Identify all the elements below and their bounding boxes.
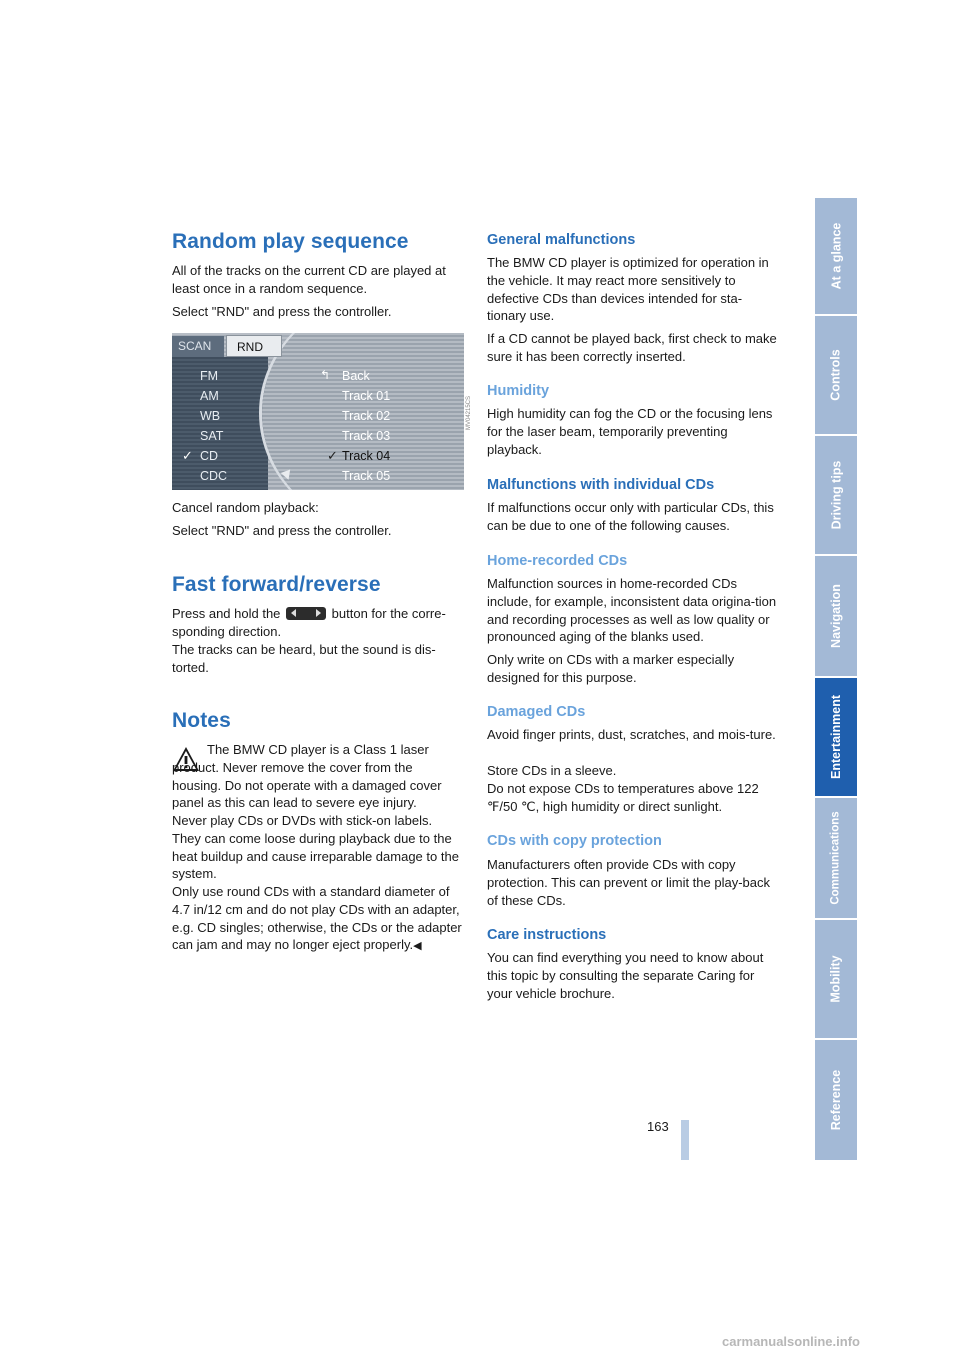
tab-rnd: RND bbox=[226, 335, 282, 357]
paragraph-fast-sound: The tracks can be heard, but the sound is dis-torted. bbox=[172, 642, 436, 675]
paragraph-notes-laser bbox=[172, 741, 464, 812]
page-number: 163 bbox=[647, 1119, 669, 1134]
paragraph-damaged-3: Do not expose CDs to temperatures above 122 ℉/50 ℃, high humidity or direct sunlight. bbox=[487, 781, 759, 814]
source-sat: SAT bbox=[200, 429, 224, 443]
heading-home-recorded: Home-recorded CDs bbox=[487, 553, 628, 569]
heading-notes: Notes bbox=[172, 709, 231, 732]
paragraph-damaged-2: Store CDs in a sleeve. bbox=[487, 763, 617, 778]
heading-copy-protection: CDs with copy protection bbox=[487, 833, 662, 849]
check-icon: ✓ bbox=[327, 448, 338, 463]
paragraph-notes-round bbox=[172, 883, 464, 956]
tab-navigation[interactable]: Navigation bbox=[815, 556, 857, 676]
tab-reference[interactable]: Reference bbox=[815, 1040, 857, 1160]
figure-code: MV04215CS bbox=[466, 395, 472, 430]
heading-fast-forward: Fast forward/reverse bbox=[172, 573, 381, 596]
track-02: Track 02 bbox=[342, 409, 391, 423]
tab-at-a-glance[interactable]: At a glance bbox=[815, 198, 857, 314]
page-marker bbox=[681, 1120, 689, 1160]
fast-text-a: Press and hold the bbox=[172, 606, 281, 621]
paragraph-humidity: High humidity can fog the CD or the focusing lens for the laser beam, temporarily preventing playback. bbox=[487, 406, 773, 457]
heading-humidity: Humidity bbox=[487, 383, 550, 399]
heading-individual-cds: Malfunctions with individual CDs bbox=[487, 477, 715, 493]
paragraph-home-2: Only write on CDs with a marker especially designed for this purpose. bbox=[487, 652, 735, 685]
paragraph-care: You can find everything you need to know about this topic by consulting the separate Caring for your vehicle brochure. bbox=[487, 950, 764, 1001]
source-wb: WB bbox=[200, 409, 221, 423]
tab-driving-tips[interactable]: Driving tips bbox=[815, 436, 857, 554]
track-01: Track 01 bbox=[342, 389, 391, 403]
seek-button-icon bbox=[286, 607, 326, 620]
track-04: Track 04 bbox=[342, 449, 391, 463]
check-icon: ✓ bbox=[182, 448, 193, 463]
tab-scan: SCAN bbox=[172, 336, 224, 357]
paragraph-random-intro: All of the tracks on the current CD are played at least once in a random sequence. bbox=[172, 263, 446, 296]
paragraph-damaged-1: Avoid finger prints, dust, scratches, and mois-ture. bbox=[487, 727, 776, 742]
watermark: carmanualsonline.info bbox=[722, 1334, 860, 1349]
back-arrow-icon: ↰ bbox=[320, 368, 331, 382]
track-03: Track 03 bbox=[342, 429, 391, 443]
paragraph-general-1: The BMW CD player is optimized for operation in the vehicle. It may react more sensitively to defective CDs than devices intended for sta-tionary use. bbox=[487, 255, 769, 324]
tab-controls[interactable]: Controls bbox=[815, 316, 857, 434]
heading-care-instructions: Care instructions bbox=[487, 927, 607, 943]
fast-text-b: button for the corre-sponding direction. bbox=[172, 606, 446, 639]
end-mark-icon: ◀ bbox=[413, 940, 422, 953]
source-cd: CD bbox=[200, 449, 219, 463]
source-cdc: CDC bbox=[200, 469, 228, 483]
paragraph-random-select: Select "RND" and press the controller. bbox=[172, 304, 392, 319]
paragraph-cancel-select: Select "RND" and press the controller. bbox=[172, 523, 392, 538]
heading-random-play: Random play sequence bbox=[172, 230, 409, 253]
track-05: Track 05 bbox=[342, 469, 391, 483]
heading-damaged-cds: Damaged CDs bbox=[487, 704, 586, 720]
paragraph-home-1: Malfunction sources in home-recorded CDs include, for example, inconsistent data origina-tion and recording processes as well as low quality or pronounced aging of the blanks used. bbox=[487, 576, 777, 645]
tab-communications[interactable]: Communications bbox=[815, 798, 857, 918]
paragraph-notes-labels: Never play CDs or DVDs with stick-on labels. They can come loose during playback due to the heat buildup and cause irreparable damage to the system. bbox=[172, 813, 459, 882]
paragraph-cancel-random: Cancel random playback: bbox=[172, 500, 319, 515]
paragraph-individual: If malfunctions occur only with particular CDs, this can be due to one of the following causes. bbox=[487, 500, 774, 533]
menu-back: Back bbox=[342, 369, 370, 383]
heading-general-malfunctions: General malfunctions bbox=[487, 232, 636, 248]
source-am: AM bbox=[200, 389, 219, 403]
source-fm: FM bbox=[200, 369, 219, 383]
notes-laser-text: The BMW CD player is a Class 1 laser product. Never remove the cover from the housing. Do not operate with a damaged cover panel as this can lead to severe eye injury. bbox=[172, 742, 442, 811]
paragraph-general-2: If a CD cannot be played back, first check to make sure it has been correctly inserted. bbox=[487, 331, 777, 364]
tab-entertainment[interactable]: Entertainment bbox=[815, 678, 857, 796]
paragraph-fast-forward bbox=[172, 605, 464, 641]
paragraph-copy: Manufacturers often provide CDs with copy protection. This can prevent or limit the play-back of these CDs. bbox=[487, 857, 771, 908]
tab-mobility[interactable]: Mobility bbox=[815, 920, 857, 1038]
notes-round-text: Only use round CDs with a standard diameter of 4.7 in/12 cm and do not play CDs with an adapter, e.g. CD singles; otherwise, the CDs or the adapter can jam and may no longer eject properly. bbox=[172, 884, 462, 953]
idrive-screen-figure bbox=[172, 333, 464, 490]
